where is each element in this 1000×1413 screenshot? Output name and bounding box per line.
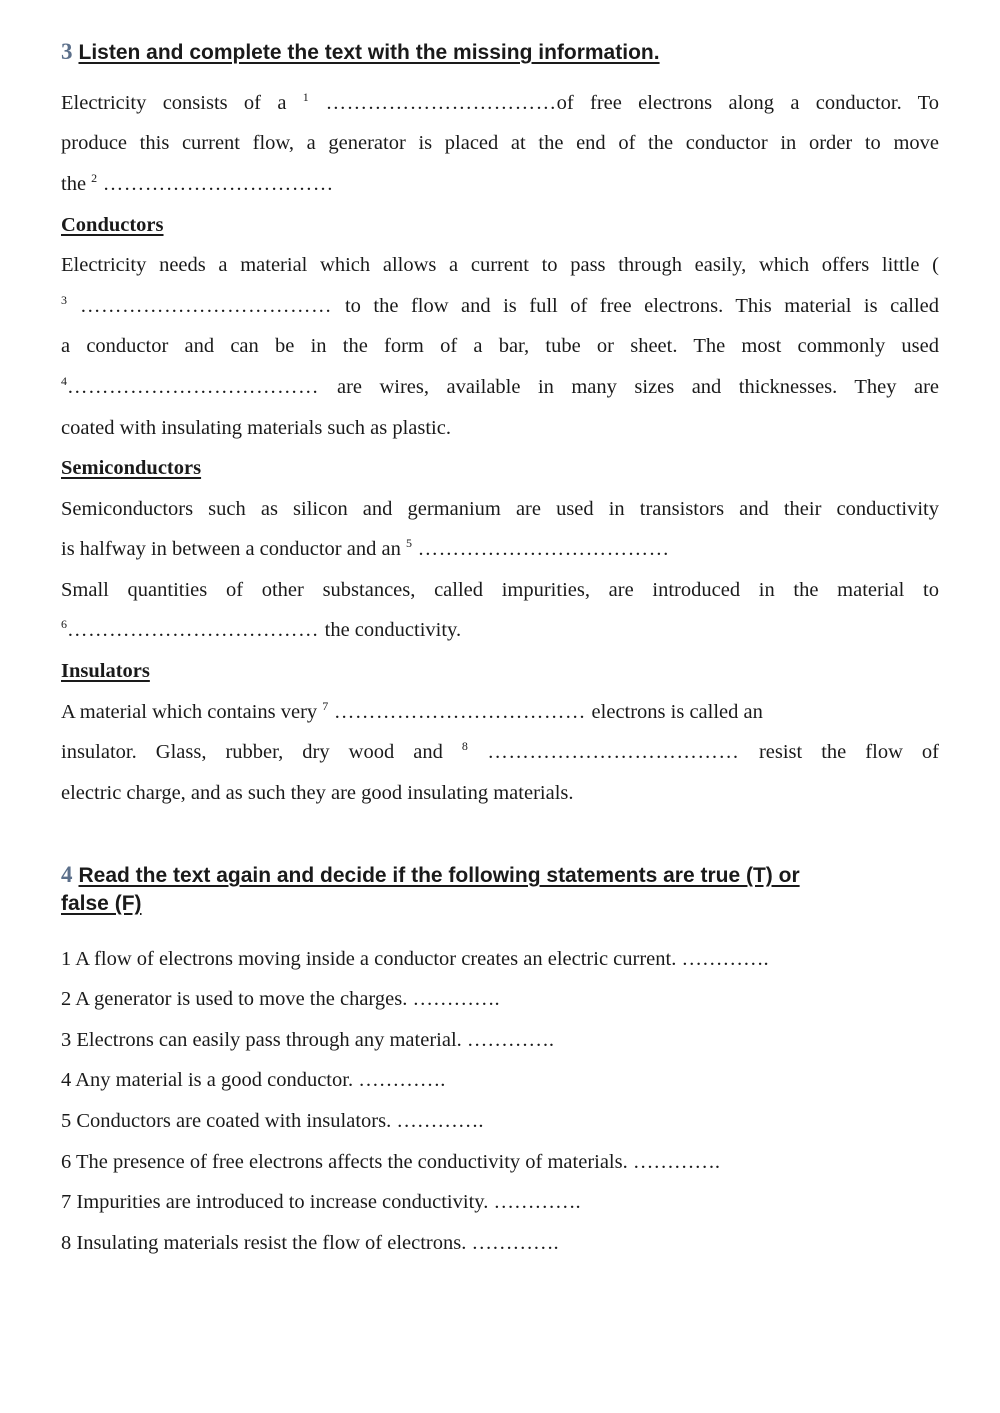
gap-4: ……………………………… — [67, 376, 337, 398]
text-line-15: electric charge, and as such they are good insulating materials. — [61, 782, 574, 804]
gap-2: …………………………… — [97, 173, 334, 195]
statement-2[interactable]: 2 A generator is used to move the charges. …………. — [61, 988, 500, 1010]
statement-1[interactable]: 1 A flow of electrons moving inside a conductor creates an electric current. …………. — [61, 948, 769, 970]
statement-3[interactable]: 3 Electrons can easily pass through any material. …………. — [61, 1029, 555, 1051]
exercise-3-heading — [61, 38, 941, 67]
statement-4[interactable]: 4 Any material is a good conductor. …………. — [61, 1069, 446, 1091]
gap-7: ……………………………… — [328, 701, 592, 723]
text-line-7: $^4$……………………………… are wires, available in many sizes and thicknesses. They are — [61, 374, 940, 398]
exercise-4-number: 4 — [61, 862, 73, 887]
text-line-11: Small quantities of other substances, called impurities, are introduced in the material to — [61, 579, 939, 601]
gap-5: ……………………………… — [411, 538, 670, 560]
subheading-conductors: Conductors — [61, 214, 164, 236]
gap-8: ……………………………… — [467, 741, 759, 763]
text-line-12: $^6$……………………………… the conductivity. — [61, 617, 462, 641]
subheading-semiconductors: Semiconductors — [61, 457, 202, 479]
subheading-insulators: Insulators — [61, 660, 150, 682]
text-line-13: A material which contains very $^7$ ……………………………… electrons is called an — [61, 699, 763, 723]
exercise-3-title: Listen and complete the text with the missing information. — [78, 41, 660, 64]
text-line-3: the $^2$ …………………………… — [61, 171, 334, 195]
statement-5[interactable]: 5 Conductors are coated with insulators. …………. — [61, 1110, 484, 1132]
text-line-10: is halfway in between a conductor and an $^5$ ……………………………… — [61, 536, 670, 560]
text-line-6: a conductor and can be in the form of a bar, tube or sheet. The most commonly used — [61, 335, 939, 357]
text-line-14: insulator. Glass, rubber, dry wood and $^8$ ……………………………… resist the flow of — [61, 739, 939, 763]
exercise-4-title-line-2: false (F) — [61, 892, 142, 915]
gap-3: ……………………………… — [67, 295, 345, 317]
statement-6[interactable]: 6 The presence of free electrons affects the conductivity of materials. …………. — [61, 1151, 720, 1173]
exercise-4-title-line-1: Read the text again and decide if the following statements are true (T) or — [78, 864, 800, 887]
gap-1: …………………………… — [308, 92, 557, 114]
text-line-9: Semiconductors such as silicon and germanium are used in transistors and their conductivity — [61, 498, 939, 520]
text-line-5: $^3$ ……………………………… to the flow and is full of free electrons. This material is called — [61, 293, 940, 317]
text-line-8: coated with insulating materials such as plastic. — [61, 417, 451, 439]
gap-6: ……………………………… — [67, 619, 325, 641]
text-line-4: Electricity needs a material which allows a current to pass through easily, which offers little ( — [61, 254, 939, 276]
text-line-2: produce this current flow, a generator is placed at the end of the conductor in order to move — [61, 132, 939, 154]
exercise-4-heading — [61, 861, 941, 918]
text-line-1: Electricity consists of a $^1$ ……………………………of free electrons along a conductor. To — [61, 90, 940, 114]
exercise-3-number: 3 — [61, 39, 73, 64]
statement-7[interactable]: 7 Impurities are introduced to increase conductivity. …………. — [61, 1191, 581, 1213]
statement-8[interactable]: 8 Insulating materials resist the flow of electrons. …………. — [61, 1232, 559, 1254]
